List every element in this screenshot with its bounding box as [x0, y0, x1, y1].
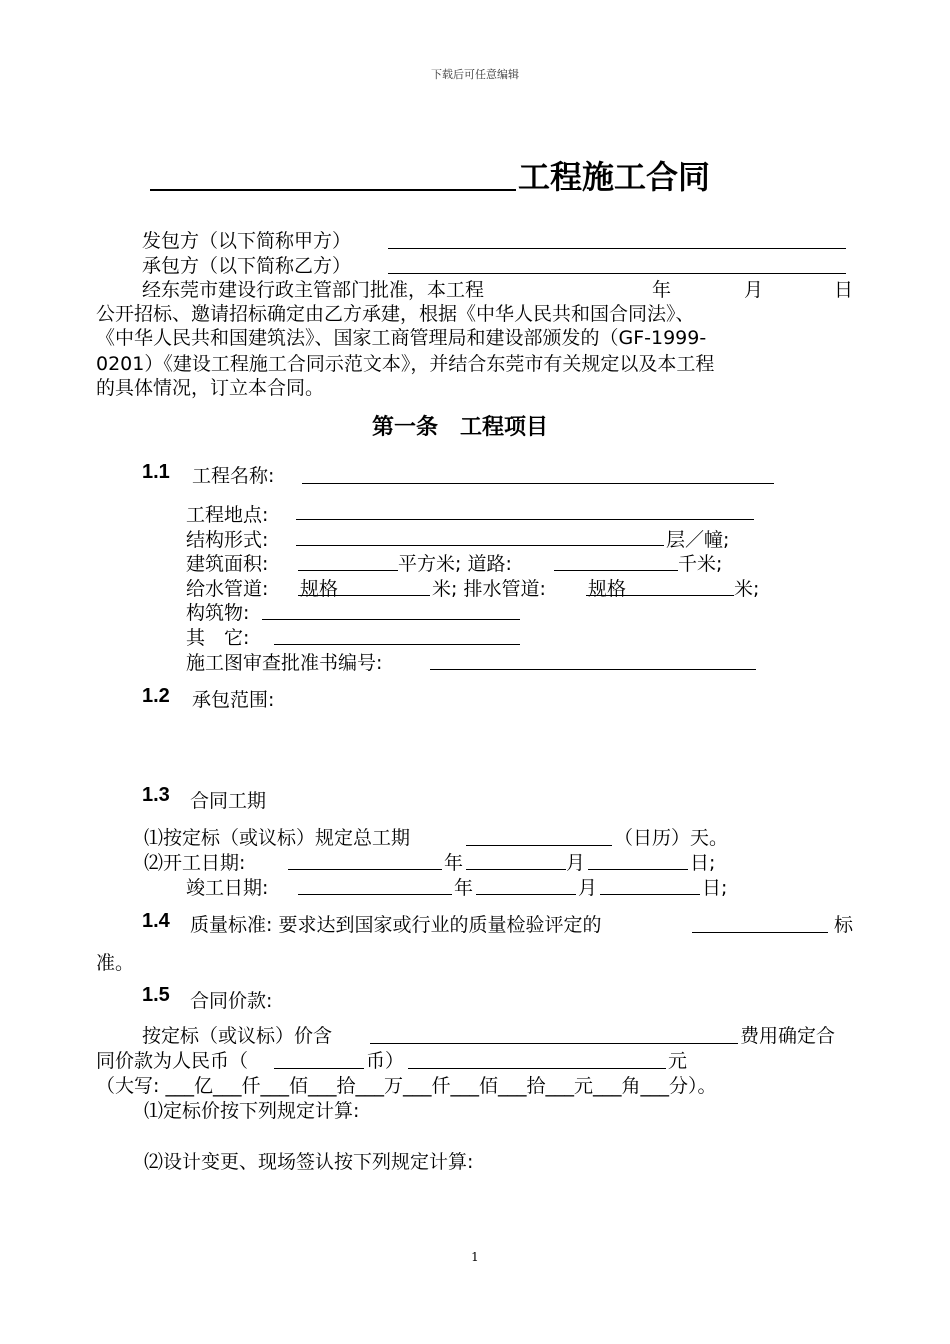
price-currency-line — [274, 1068, 364, 1069]
structure-unit: 层／幢; — [666, 529, 730, 551]
drainage-spec: 规格 — [588, 578, 627, 600]
completion-date-label: 竣工日期: — [186, 877, 269, 899]
structures-label: 构筑物: — [186, 602, 250, 624]
project-location-line — [296, 519, 754, 520]
completion-date-month: 月 — [578, 877, 598, 899]
party-b-line — [388, 273, 846, 274]
quality-standard-tail1: 标 — [834, 914, 854, 936]
start-date-year: 年 — [444, 852, 464, 874]
price-line1-text: 按定标（或议标）价含 — [142, 1025, 333, 1047]
party-a-label: 发包方（以下简称甲方） — [142, 230, 352, 252]
water-supply-label: 给水管道: — [186, 578, 269, 600]
completion-date-month-line — [476, 894, 576, 895]
article1-heading: 第一条 工程项目 — [372, 415, 549, 440]
section-1-2-number: 1.2 — [142, 685, 170, 707]
price-in-words: （大写: ___亿___仟___佰___拾___万___仟___佰___拾___元___角___分）。 — [96, 1075, 717, 1097]
project-location-label: 工程地点: — [186, 504, 269, 526]
calc-rule-1: ⑴定标价按下列规定计算: — [144, 1100, 360, 1122]
other-line — [274, 644, 520, 645]
start-date-day-line — [588, 869, 688, 870]
total-period-line — [466, 845, 612, 846]
drainage-unit: 米; — [734, 578, 760, 600]
intro-line2: 公开招标、邀请招标确定由乙方承建，根据《中华人民共和国合同法》、 — [96, 303, 695, 325]
section-1-5-number: 1.5 — [142, 984, 170, 1006]
contract-price-label: 合同价款: — [190, 990, 273, 1012]
start-date-label: ⑵开工日期: — [144, 852, 246, 874]
water-supply-unit: 米; 排水管道: — [432, 578, 546, 600]
intro-day: 日 — [834, 279, 854, 301]
other-label: 其 它: — [186, 627, 250, 649]
section-1-4-number: 1.4 — [142, 910, 170, 932]
price-currency-unit: 币） — [366, 1050, 405, 1072]
start-date-month: 月 — [566, 852, 586, 874]
section-1-1-number: 1.1 — [142, 461, 170, 483]
party-b-label: 承包方（以下简称乙方） — [142, 255, 352, 277]
contract-period-label: 合同工期 — [190, 790, 267, 812]
start-date-day: 日; — [690, 852, 716, 874]
scope-label: 承包范围: — [192, 689, 275, 711]
water-supply-spec: 规格 — [300, 578, 339, 600]
intro-line3: 《中华人民共和国建筑法》、国家工商管理局和建设部颁发的（GF-1999- — [96, 327, 707, 349]
project-name-line — [302, 483, 774, 484]
road-line — [554, 570, 678, 571]
quality-standard-line — [692, 932, 828, 933]
project-name-label: 工程名称: — [192, 465, 275, 487]
price-amount-unit: 元 — [668, 1050, 688, 1072]
water-supply-line — [298, 595, 430, 596]
completion-date-year-line — [298, 894, 452, 895]
intro-month: 月 — [744, 279, 764, 301]
price-amount-line — [408, 1068, 666, 1069]
review-number-label: 施工图审查批准书编号: — [186, 652, 383, 674]
price-line1-blank — [370, 1043, 738, 1044]
price-line2-text: 同价款为人民币（ — [96, 1050, 249, 1072]
intro-line1: 经东莞市建设行政主管部门批准，本工程 — [142, 279, 485, 301]
structure-line — [296, 545, 664, 546]
intro-year: 年 — [652, 279, 672, 301]
road-unit: 千米; — [678, 553, 723, 575]
structure-label: 结构形式: — [186, 529, 269, 551]
intro-line4: 0201）《建设工程施工合同示范文本》，并结合东莞市有关规定以及本工程 — [96, 353, 715, 375]
title-blank-line — [150, 189, 516, 191]
floor-area-unit: 平方米; 道路: — [398, 553, 512, 575]
completion-date-year: 年 — [454, 877, 474, 899]
price-line1-tail: 费用确定合 — [740, 1025, 836, 1047]
page-number: 1 — [471, 1250, 479, 1264]
quality-standard-tail2: 准。 — [96, 952, 135, 974]
party-a-line — [388, 248, 846, 249]
start-date-year-line — [288, 869, 442, 870]
drainage-line — [586, 595, 734, 596]
page-header: 下载后可任意编辑 — [431, 68, 519, 81]
page-title: 工程施工合同 — [518, 158, 711, 196]
floor-area-label: 建筑面积: — [186, 553, 269, 575]
start-date-month-line — [466, 869, 566, 870]
completion-date-day-line — [600, 894, 700, 895]
calc-rule-2: ⑵设计变更、现场签认按下列规定计算: — [144, 1151, 474, 1173]
floor-area-line — [298, 570, 398, 571]
total-period-text: ⑴按定标（或议标）规定总工期 — [144, 827, 411, 849]
quality-standard-text: 质量标准: 要求达到国家或行业的质量检验评定的 — [190, 914, 602, 936]
total-period-unit: （日历）天。 — [614, 827, 729, 849]
section-1-3-number: 1.3 — [142, 784, 170, 806]
structures-line — [262, 619, 520, 620]
review-number-line — [430, 669, 756, 670]
intro-line5: 的具体情况，订立本合同。 — [96, 377, 325, 399]
completion-date-day: 日; — [702, 877, 728, 899]
